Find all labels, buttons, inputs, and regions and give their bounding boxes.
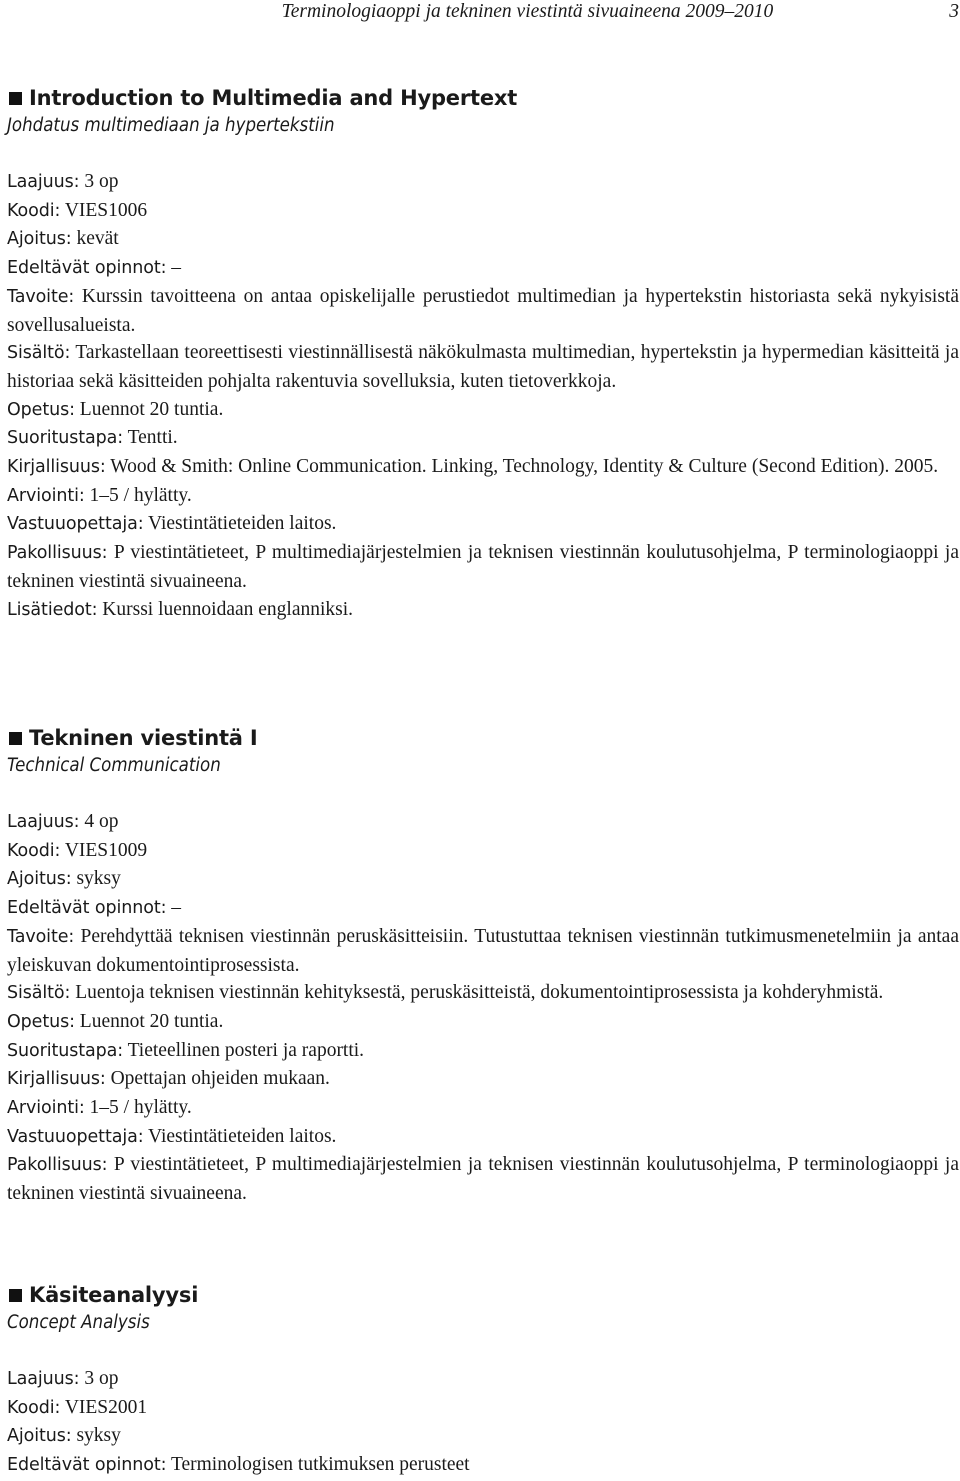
field-label: Kirjallisuus:	[7, 457, 106, 478]
field-label: Tavoite:	[7, 926, 75, 947]
course-subtitle: Johdatus multimediaan ja hypertekstiin	[7, 115, 335, 136]
field-label: Ajoitus:	[7, 869, 72, 890]
field-label: Pakollisuus:	[7, 543, 108, 564]
field-label: Kirjallisuus:	[7, 1069, 106, 1090]
field-value: Opettajan ohjeiden mukaan.	[105, 1068, 330, 1090]
field-value: 1–5 / hylätty.	[84, 1097, 192, 1119]
field-label: Pakollisuus:	[7, 1155, 108, 1176]
field-value: 1–5 / hylätty.	[84, 484, 192, 506]
field-value: P viestintätieteet, P multimediajärjestelmien ja teknisen viestinnän koulutusohjelma, P terminologiaoppi ja tekninen viestintä sivuaineena.	[7, 542, 959, 592]
field-value: Tentti.	[123, 427, 178, 449]
field-value: P viestintätieteet, P multimediajärjestelmien ja teknisen viestinnän koulutusohjelma, P terminologiaoppi ja tekninen viestintä sivuaineena.	[7, 1154, 959, 1205]
field-opetus	[7, 396, 959, 425]
field-value: syksy	[71, 1425, 121, 1447]
field-value: 3 op	[79, 1368, 119, 1389]
field-laajuus	[7, 808, 959, 837]
field-value: Luennot 20 tuntia.	[74, 398, 224, 420]
field-label: Koodi:	[7, 840, 61, 861]
field-label: Vastuuopettaja:	[7, 1126, 144, 1147]
header-title: Terminologiaoppi ja tekninen viestintä sivuaineena 2009–2010	[281, 1, 774, 22]
course-section-concept-analysis	[7, 1281, 959, 1480]
field-value: Tieteellinen posteri ja raportti.	[123, 1039, 365, 1061]
field-value: 3 op	[79, 171, 119, 192]
field-value: Wood & Smith: Online Communication. Linking, Technology, Identity & Culture (Second Edition). 2005.	[105, 456, 939, 478]
field-label: Koodi:	[7, 1397, 61, 1418]
field-value: Terminologisen tutkimuksen perusteet	[166, 1454, 470, 1476]
field-value: VIES1006	[60, 199, 148, 221]
field-value: kevät	[71, 228, 119, 250]
square-bullet-icon	[9, 732, 22, 745]
field-tavoite	[7, 283, 959, 339]
field-kirjallisuus	[7, 1065, 959, 1094]
course-title	[7, 724, 959, 752]
field-value: –	[166, 897, 182, 919]
field-koodi	[7, 197, 959, 226]
field-suoritustapa	[7, 424, 959, 453]
field-label: Edeltävät opinnot:	[7, 898, 167, 919]
field-value: VIES2001	[60, 1396, 148, 1418]
field-label: Arviointi:	[7, 485, 85, 506]
field-edeltavat	[7, 254, 959, 283]
field-value: –	[166, 257, 182, 279]
field-laajuus	[7, 168, 959, 197]
field-kirjallisuus	[7, 453, 959, 482]
field-koodi	[7, 1394, 959, 1423]
course-title	[7, 1281, 959, 1309]
field-suoritustapa	[7, 1037, 959, 1066]
field-value: VIES1009	[60, 839, 148, 861]
field-label: Opetus:	[7, 1011, 75, 1032]
field-label: Suoritustapa:	[7, 1040, 124, 1061]
field-arviointi	[7, 482, 959, 511]
field-tavoite	[7, 923, 959, 979]
field-value: Luentoja teknisen viestinnän kehityksestä, peruskäsitteistä, dokumentointiprosessista ja kohderyhmistä.	[70, 982, 884, 1004]
course-title-text: Käsiteanalyysi	[29, 1283, 199, 1307]
field-value: Tarkastellaan teoreettisesti viestinnällisestä näkökulmasta multimedian, hypertekstin ja hypermedian käsitteitä ja historiaa sekä käsitteiden pohjalta rakentuvia sovelluksia, kuten tietoverkkoja.	[7, 342, 959, 392]
field-value: syksy	[71, 868, 121, 890]
field-label: Opetus:	[7, 399, 75, 420]
field-label: Suoritustapa:	[7, 428, 124, 449]
course-title	[7, 84, 959, 112]
field-ajoitus	[7, 225, 959, 254]
field-arviointi	[7, 1094, 959, 1123]
course-title-text: Introduction to Multimedia and Hypertext	[29, 86, 518, 110]
field-ajoitus	[7, 865, 959, 894]
course-title-text: Tekninen viestintä I	[29, 726, 258, 750]
course-subtitle: Technical Communication	[7, 755, 221, 776]
field-ajoitus	[7, 1422, 959, 1451]
page-number: 3	[949, 1, 959, 22]
field-koodi	[7, 837, 959, 866]
field-opetus	[7, 1008, 959, 1037]
field-value: 4 op	[79, 811, 119, 832]
field-value: Kurssin tavoitteena on antaa opiskelijalle perustiedot multimedian ja hypertekstin historiasta sekä nykyisistä sovellusalueista.	[7, 285, 959, 336]
field-label: Vastuuopettaja:	[7, 514, 144, 535]
field-label: Edeltävät opinnot:	[7, 258, 167, 279]
field-label: Sisältö:	[7, 983, 71, 1004]
course-subtitle: Concept Analysis	[7, 1312, 150, 1333]
field-value: Viestintätieteiden laitos.	[143, 1125, 337, 1147]
field-pakollisuus	[7, 1151, 959, 1207]
field-value: Perehdyttää teknisen viestinnän peruskäsitteisiin. Tutustuttaa teknisen viestinnän tutkimusmenetelmiin ja antaa yleiskuvan dokumentointiprosessista.	[7, 925, 959, 976]
field-value: Viestintätieteiden laitos.	[143, 513, 337, 535]
field-sisalto	[7, 979, 959, 1008]
field-laajuus	[7, 1365, 959, 1394]
field-edeltavat	[7, 894, 959, 923]
field-vastuuopettaja	[7, 510, 959, 539]
course-section-multimedia	[7, 84, 959, 624]
field-label: Koodi:	[7, 200, 61, 221]
field-vastuuopettaja	[7, 1123, 959, 1152]
field-label: Ajoitus:	[7, 229, 72, 250]
field-label: Laajuus:	[7, 1369, 80, 1389]
field-sisalto	[7, 339, 959, 395]
field-label: Laajuus:	[7, 812, 80, 832]
course-section-technical-communication	[7, 724, 959, 1208]
field-value: Luennot 20 tuntia.	[74, 1010, 224, 1032]
field-pakollisuus	[7, 539, 959, 595]
field-label: Arviointi:	[7, 1098, 85, 1119]
square-bullet-icon	[9, 92, 22, 105]
field-lisatiedot	[7, 596, 959, 625]
field-value: Kurssi luennoidaan englanniksi.	[97, 598, 354, 620]
field-label: Sisältö:	[7, 343, 71, 364]
square-bullet-icon	[9, 1289, 22, 1302]
field-label: Tavoite:	[7, 286, 75, 307]
field-label: Lisätiedot:	[7, 599, 98, 620]
field-label: Ajoitus:	[7, 1426, 72, 1447]
field-edeltavat	[7, 1451, 959, 1480]
running-header	[207, 0, 959, 25]
field-label: Edeltävät opinnot:	[7, 1455, 167, 1476]
field-label: Laajuus:	[7, 172, 80, 192]
